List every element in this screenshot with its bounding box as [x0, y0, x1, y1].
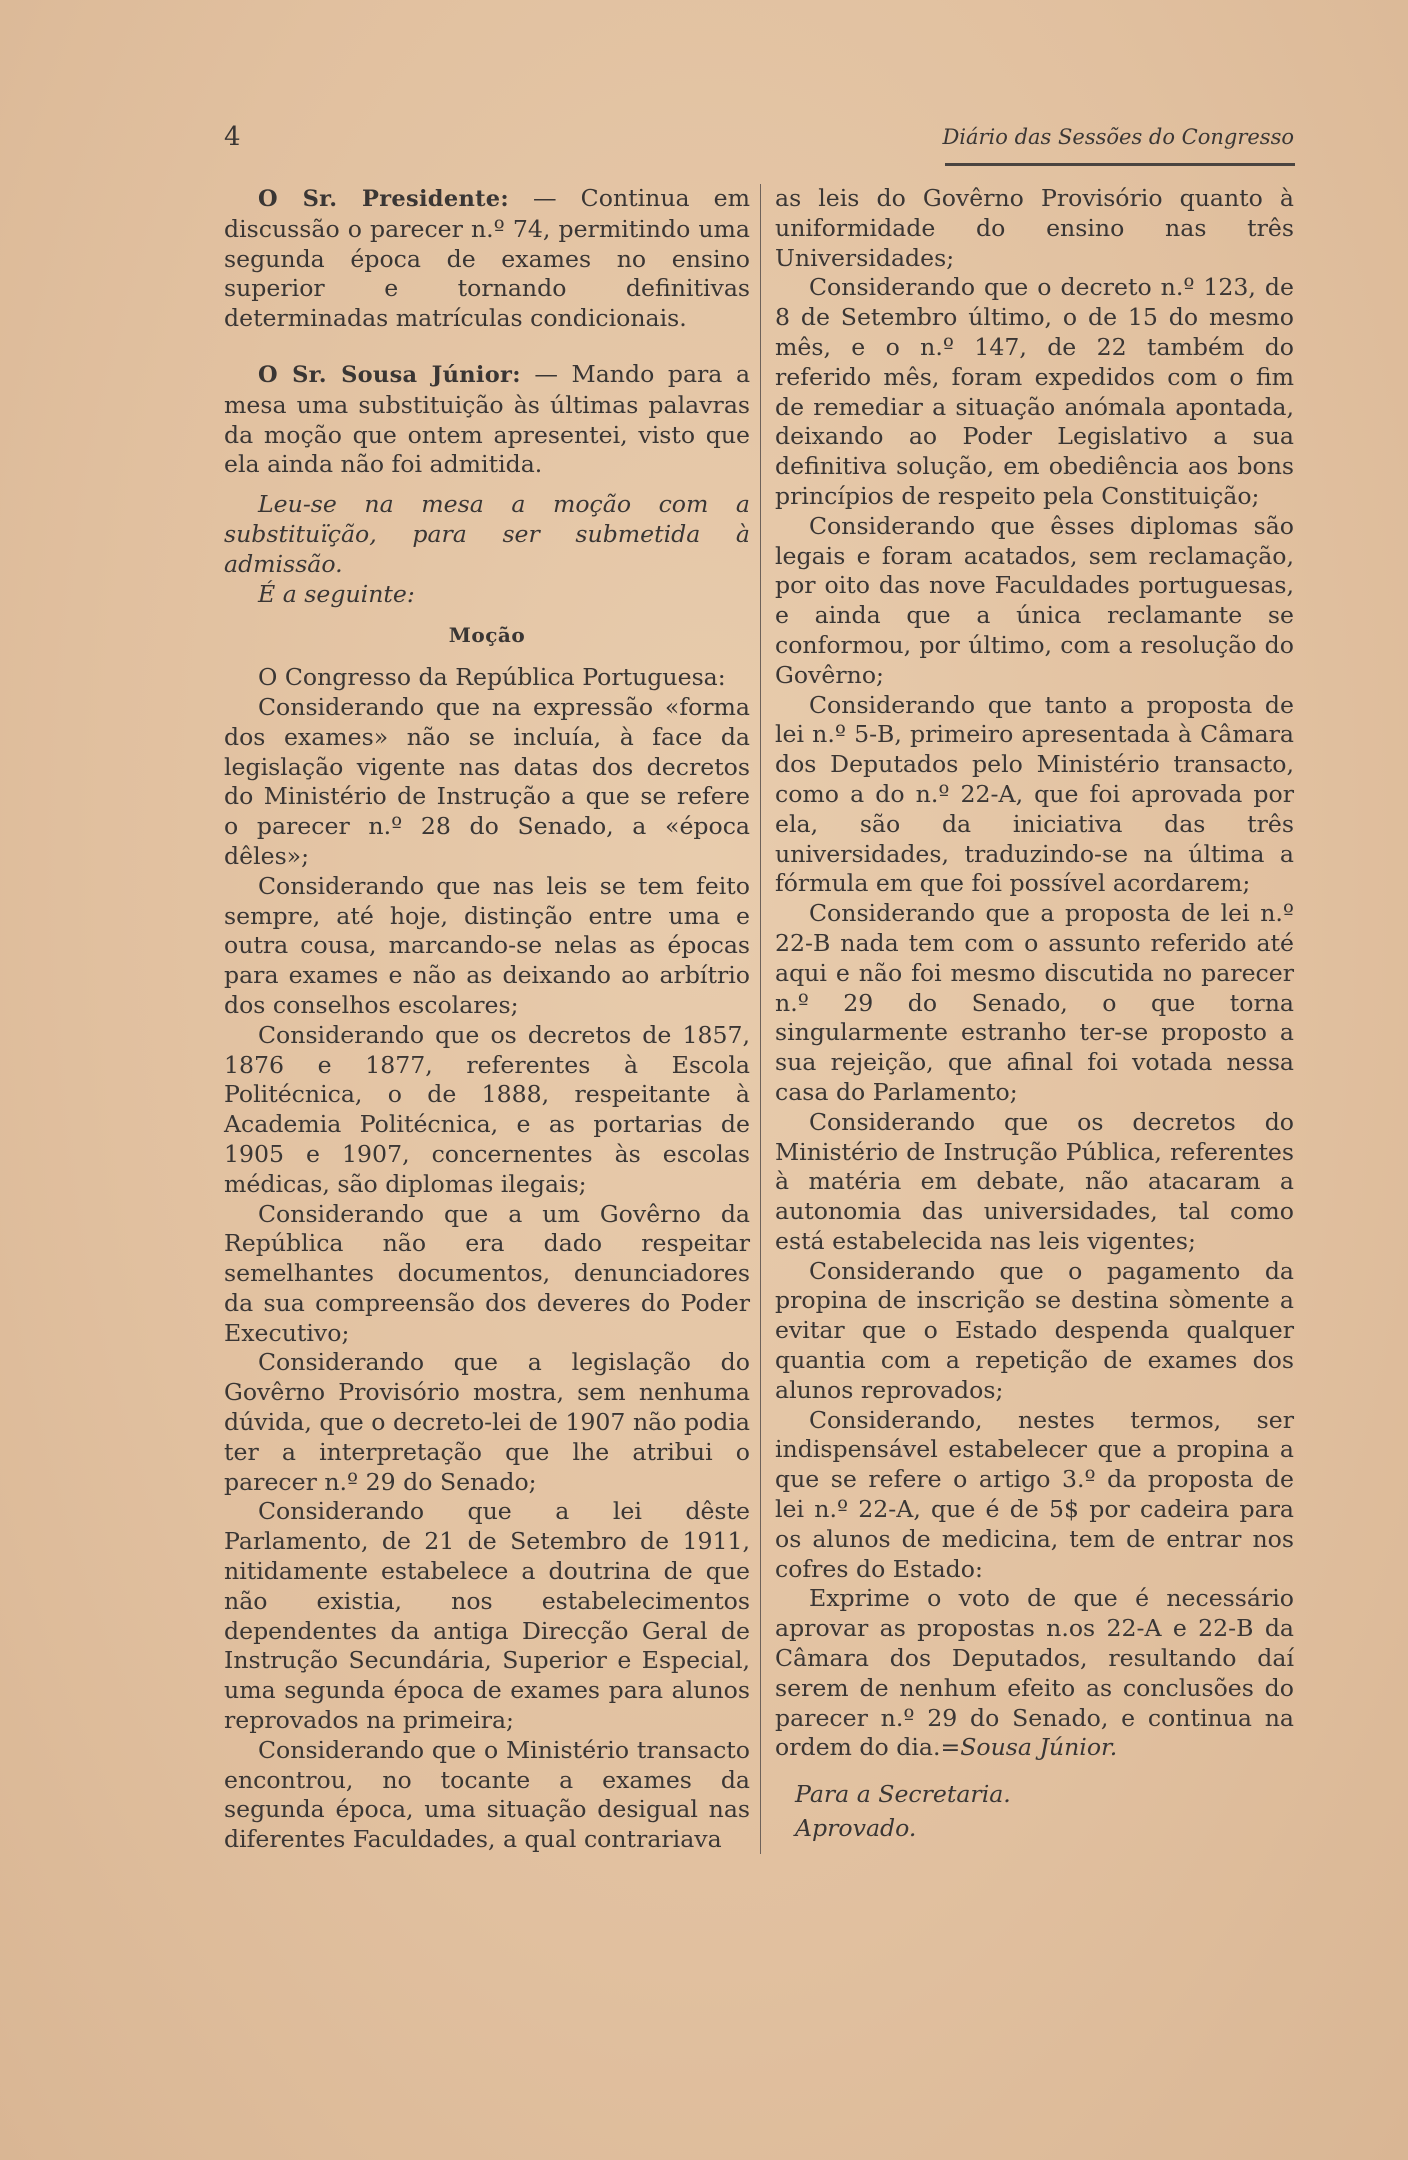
- column-divider: [760, 184, 761, 1854]
- motion-paragraph: Considerando que a lei dêste Parlamento, de 21 de Setembro de 1911, nitidamente estabelece a doutrina de que não existia, nos estabelecimentos dependentes da antiga Direcção Geral de Instrução Secundária, Superior e Especial, uma segunda época de exames para alunos reprovados na primeira;: [224, 1497, 750, 1735]
- motion-paragraph: Considerando que tanto a proposta de lei n.º 5-B, primeiro apresentada à Câmara dos Deputados pelo Ministério transacto, como a do n.º 22-A, que foi aprovada por ela, são da iniciativa das três universidades, traduzindo-se na última a fórmula em que foi possível acordarem;: [775, 690, 1294, 898]
- motion-paragraph: Considerando que êsses diplomas são legais e foram acatados, sem reclamação, por oito das nove Faculdades portuguesas, e ainda que a única reclamante se conformou, por último, com a resolução do Govêrno;: [775, 511, 1294, 689]
- motion-resolution: [775, 1584, 1294, 1763]
- motion-paragraph: Considerando que os decretos de 1857, 1876 e 1877, referentes à Escola Politécnica, o de 1888, respeitante à Academia Politécnica, e as portarias de 1905 e 1907, concernentes às escolas médicas, são diplomas ilegais;: [224, 1020, 750, 1198]
- header-rule: [945, 163, 1295, 166]
- motion-paragraph: O Congresso da República Portuguesa:: [258, 663, 726, 692]
- stage-direction: É a seguinte:: [258, 579, 415, 608]
- motion-paragraph: Considerando que os decretos do Ministério de Instrução Pública, referentes à matéria em debate, não atacaram a autonomia das universidades, tal como está estabelecida nas leis vigentes;: [775, 1107, 1294, 1255]
- closing-note: Aprovado.: [795, 1814, 917, 1843]
- speaker-name: O Sr. Sousa Júnior:: [258, 361, 521, 388]
- motion-paragraph: Considerando, nestes termos, ser indispensável estabelecer que a propina a que se refere o artigo 3.º da proposta de lei n.º 22-A, que é de 5$ por cadeira para os alunos de medicina, tem de entrar nos cofres do Estado:: [775, 1405, 1294, 1583]
- right-column: [775, 184, 1294, 1845]
- resolution-text: Exprime o voto de que é necessário aprovar as propostas n.os 22-A e 22-B da Câmara dos Deputados, resultando daí serem de nenhum efeito as conclusões do parecer n.º 29 do Senado, e continua na ordem do dia.=: [775, 1584, 1294, 1762]
- closing-note: Para a Secretaria.: [795, 1780, 1011, 1809]
- left-column: [224, 184, 750, 1855]
- motion-paragraph: as leis do Govêrno Provisório quanto à uniformidade do ensino nas três Universidades;: [775, 184, 1294, 272]
- motion-paragraph: Considerando que a proposta de lei n.º 22-B nada tem com o assunto referido até aqui e não foi mesmo discutida no parecer n.º 29 do Senado, o que torna singularmente estranho ter-se proposto a sua rejeição, que afinal foi votada nessa casa do Parlamento;: [775, 899, 1294, 1106]
- motion-paragraph: Considerando que nas leis se tem feito sempre, até hoje, distinção entre uma e outra cousa, marcando-se nelas as épocas para exames e não as deixando ao arbítrio dos conselhos escolares;: [224, 871, 750, 1019]
- motion-paragraph: Considerando que o pagamento da propina de inscrição se destina sòmente a evitar que o Estado despenda qualquer quantia com a repetição de exames dos alunos reprovados;: [775, 1256, 1294, 1404]
- stage-direction: Leu-se na mesa a moção com a substituïção, para ser submetida à admissão.: [224, 490, 750, 578]
- speech-text: — Continua em discussão o parecer n.º 74, permitindo uma segunda época de exames no ensino superior e tornando definitivas determinadas matrículas condicionais.: [224, 184, 750, 333]
- motion-paragraph: Considerando que a legislação do Govêrno Provisório mostra, sem nenhuma dúvida, que o decreto-lei de 1907 não podia ter a interpretação que lhe atribui o parecer n.º 29 do Senado;: [224, 1348, 750, 1496]
- motion-paragraph: Considerando que o decreto n.º 123, de 8 de Setembro último, o de 15 do mesmo mês, e o n.º 147, de 22 também do referido mês, foram expedidos com o fim de remediar a situação anómala apontada, deixando ao Poder Legislativo a sua definitiva solução, em obediência aos bons princípios de respeito pela Constituição;: [775, 273, 1294, 510]
- page-number: 4: [224, 122, 242, 152]
- speaker-name: O Sr. Presidente:: [258, 186, 510, 212]
- speech-text: — Mando para a mesa uma substituição às últimas palavras da moção que ontem apresentei, visto que ela ainda não foi admitida.: [224, 359, 751, 479]
- motion-paragraph: Considerando que o Ministério transacto encontrou, no tocante a exames da segunda época, uma situação desigual nas diferentes Faculdades, a qual contrariava: [224, 1735, 750, 1854]
- paragraph-sousa-junior: [224, 360, 750, 480]
- motion-paragraph: Considerando que a um Govêrno da República não era dado respeitar semelhantes documentos, denunciadores da sua compreensão dos deveres do Poder Executivo;: [224, 1199, 750, 1347]
- running-head: Diário das Sessões do Congresso: [942, 125, 1294, 149]
- motion-paragraph: Considerando que na expressão «forma dos exames» não se incluía, à face da legislação vigente nas datas dos decretos do Ministério de Instrução a que se refere o parecer n.º 28 do Senado, a «época dêles»;: [224, 692, 750, 870]
- signature: Sousa Júnior.: [960, 1733, 1118, 1762]
- paragraph-presidente: [224, 184, 750, 334]
- section-heading: Moção: [448, 623, 526, 648]
